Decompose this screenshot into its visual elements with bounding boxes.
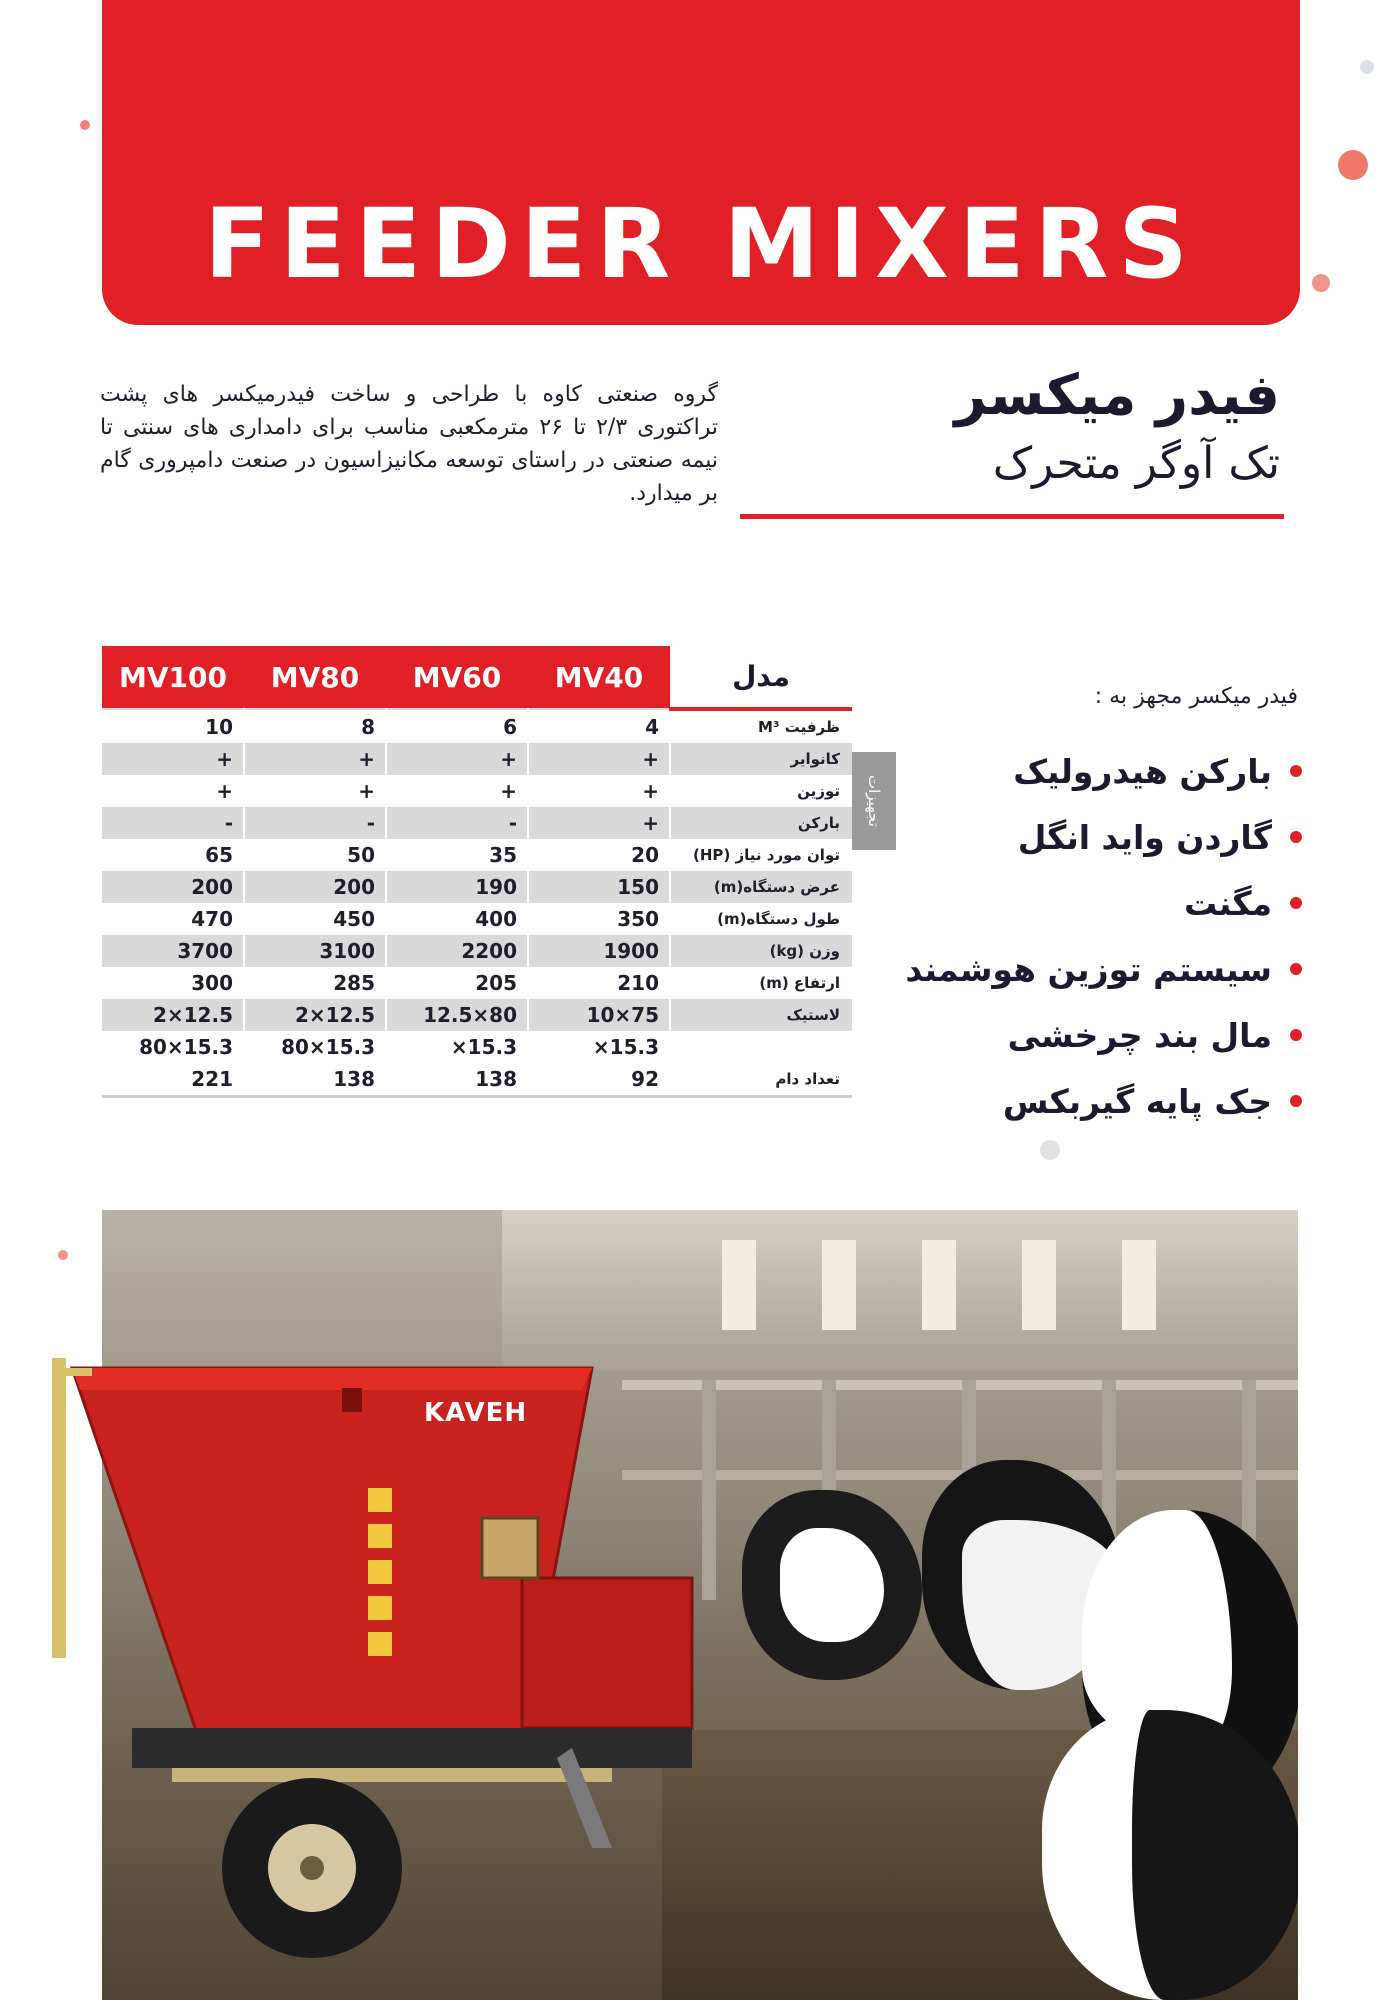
table-cell: + <box>528 775 670 807</box>
model-header: MV60 <box>386 646 528 709</box>
table-cell: 470 <box>102 903 244 935</box>
bullet-icon <box>1290 897 1302 909</box>
barn-window <box>822 1240 856 1330</box>
bullet-icon <box>1290 1029 1302 1041</box>
barn-window <box>1022 1240 1056 1330</box>
table-cell: 450 <box>244 903 386 935</box>
row-label: کانوایر <box>670 743 852 775</box>
table-cell: 400 <box>386 903 528 935</box>
feature-label: بارکن هیدرولیک <box>1013 751 1272 791</box>
feature-label: جک پایه گیربکس <box>1002 1081 1272 1121</box>
table-cell: 2200 <box>386 935 528 967</box>
row-label: لاستیک <box>670 999 852 1031</box>
row-label: توزین <box>670 775 852 807</box>
paint-splatter <box>1040 1140 1060 1160</box>
bullet-icon <box>1290 963 1302 975</box>
list-item <box>822 870 1302 936</box>
page-subtitle: تک آوگر متحرک <box>992 438 1280 489</box>
list-item <box>822 1002 1302 1068</box>
row-label: عرض دستگاه(m) <box>670 871 852 903</box>
table-cell: 150 <box>528 871 670 903</box>
paint-splatter <box>1360 60 1374 74</box>
table-cell: 138 <box>244 1063 386 1097</box>
row-label: ظرفیت M³ <box>670 709 852 743</box>
row-label: طول دستگاه(m) <box>670 903 852 935</box>
table-row <box>102 967 852 999</box>
row-label: ارتفاع (m) <box>670 967 852 999</box>
spec-table-header <box>102 646 852 709</box>
table-row <box>102 935 852 967</box>
page-title: فیدر میکسر <box>954 363 1280 428</box>
row-label: بارکن <box>670 807 852 839</box>
cow <box>1042 1710 1298 2000</box>
table-row <box>102 807 852 839</box>
table-row <box>102 839 852 871</box>
table-cell: ×15.3 <box>386 1031 528 1063</box>
header-banner <box>102 0 1300 325</box>
table-cell: 200 <box>102 871 244 903</box>
table-cell: 6 <box>386 709 528 743</box>
banner-title: FEEDER MIXERS <box>204 188 1198 300</box>
table-cell: 80×15.3 <box>102 1031 244 1063</box>
table-cell: + <box>244 743 386 775</box>
feature-label: مگنت <box>1183 883 1272 923</box>
model-header: MV80 <box>244 646 386 709</box>
list-item <box>822 738 1302 804</box>
feeder-mixer-image <box>52 1328 752 1968</box>
list-item <box>822 936 1302 1002</box>
row-label: توان مورد نیاز (HP) <box>670 839 852 871</box>
table-row <box>102 775 852 807</box>
table-row <box>102 903 852 935</box>
table-cell: 205 <box>386 967 528 999</box>
table-cell: 50 <box>244 839 386 871</box>
feature-label: سیستم توزین هوشمند <box>905 949 1272 989</box>
table-cell: 138 <box>386 1063 528 1097</box>
table-cell: ×15.3 <box>528 1031 670 1063</box>
table-cell: 4 <box>528 709 670 743</box>
table-cell: 350 <box>528 903 670 935</box>
table-row <box>102 709 852 743</box>
spec-table <box>102 646 852 1098</box>
table-cell: 2×12.5 <box>244 999 386 1031</box>
model-header: MV100 <box>102 646 244 709</box>
table-cell: 3100 <box>244 935 386 967</box>
feature-label: مال بند چرخشی <box>1007 1015 1272 1055</box>
feature-label: گاردن واید انگل <box>1017 817 1272 857</box>
table-cell: 12.5×80 <box>386 999 528 1031</box>
table-cell: 35 <box>386 839 528 871</box>
model-label: مدل <box>670 646 852 709</box>
table-cell: 190 <box>386 871 528 903</box>
table-row <box>102 999 852 1031</box>
model-header: MV40 <box>528 646 670 709</box>
features-list <box>822 738 1302 1134</box>
equipment-tab: تجهیزات <box>852 752 896 850</box>
table-cell: 300 <box>102 967 244 999</box>
table-cell: 210 <box>528 967 670 999</box>
cow <box>742 1490 922 1680</box>
list-item <box>822 804 1302 870</box>
barn-window <box>922 1240 956 1330</box>
table-cell: 65 <box>102 839 244 871</box>
table-row <box>102 1031 852 1063</box>
barn-window <box>722 1240 756 1330</box>
barn-window <box>1122 1240 1156 1330</box>
table-cell: + <box>244 775 386 807</box>
table-cell: 1900 <box>528 935 670 967</box>
table-cell: + <box>386 743 528 775</box>
table-cell: 221 <box>102 1063 244 1097</box>
kaveh-logo: KAVEH <box>424 1398 528 1428</box>
table-row <box>102 743 852 775</box>
table-cell: + <box>528 743 670 775</box>
bullet-icon <box>1290 1095 1302 1107</box>
list-item <box>822 1068 1302 1134</box>
bullet-icon <box>1290 765 1302 777</box>
table-row <box>102 1063 852 1097</box>
row-label: تعداد دام <box>670 1063 852 1097</box>
table-cell: + <box>102 743 244 775</box>
table-cell: + <box>386 775 528 807</box>
paint-splatter <box>1312 274 1330 292</box>
paint-splatter <box>1338 150 1368 180</box>
table-cell: + <box>102 775 244 807</box>
table-cell: - <box>102 807 244 839</box>
table-cell: 200 <box>244 871 386 903</box>
paint-splatter <box>58 1250 68 1260</box>
table-cell: + <box>528 807 670 839</box>
table-cell: 80×15.3 <box>244 1031 386 1063</box>
table-cell: 285 <box>244 967 386 999</box>
intro-paragraph: گروه صنعتی کاوه با طراحی و ساخت فیدرمیکسر های پشت تراکتوری ۲/۳ تا ۲۶ مترمکعبی مناسب برای دامداری های سنتی تا نیمه صنعتی در راستای توسعه مکانیزاسیون در صنعت دامپروری گام بر میدارد. <box>100 382 718 506</box>
table-cell: 92 <box>528 1063 670 1097</box>
table-cell: 8 <box>244 709 386 743</box>
table-cell: 10×75 <box>528 999 670 1031</box>
row-label: وزن (kg) <box>670 935 852 967</box>
paint-splatter <box>80 120 90 130</box>
features-title: فیدر میکسر مجهز به : <box>1094 684 1298 709</box>
table-row <box>102 871 852 903</box>
heading-underline <box>740 514 1284 519</box>
table-cell: - <box>386 807 528 839</box>
bullet-icon <box>1290 831 1302 843</box>
table-cell: - <box>244 807 386 839</box>
table-cell: 20 <box>528 839 670 871</box>
table-cell: 10 <box>102 709 244 743</box>
table-cell: 2×12.5 <box>102 999 244 1031</box>
table-cell: 3700 <box>102 935 244 967</box>
